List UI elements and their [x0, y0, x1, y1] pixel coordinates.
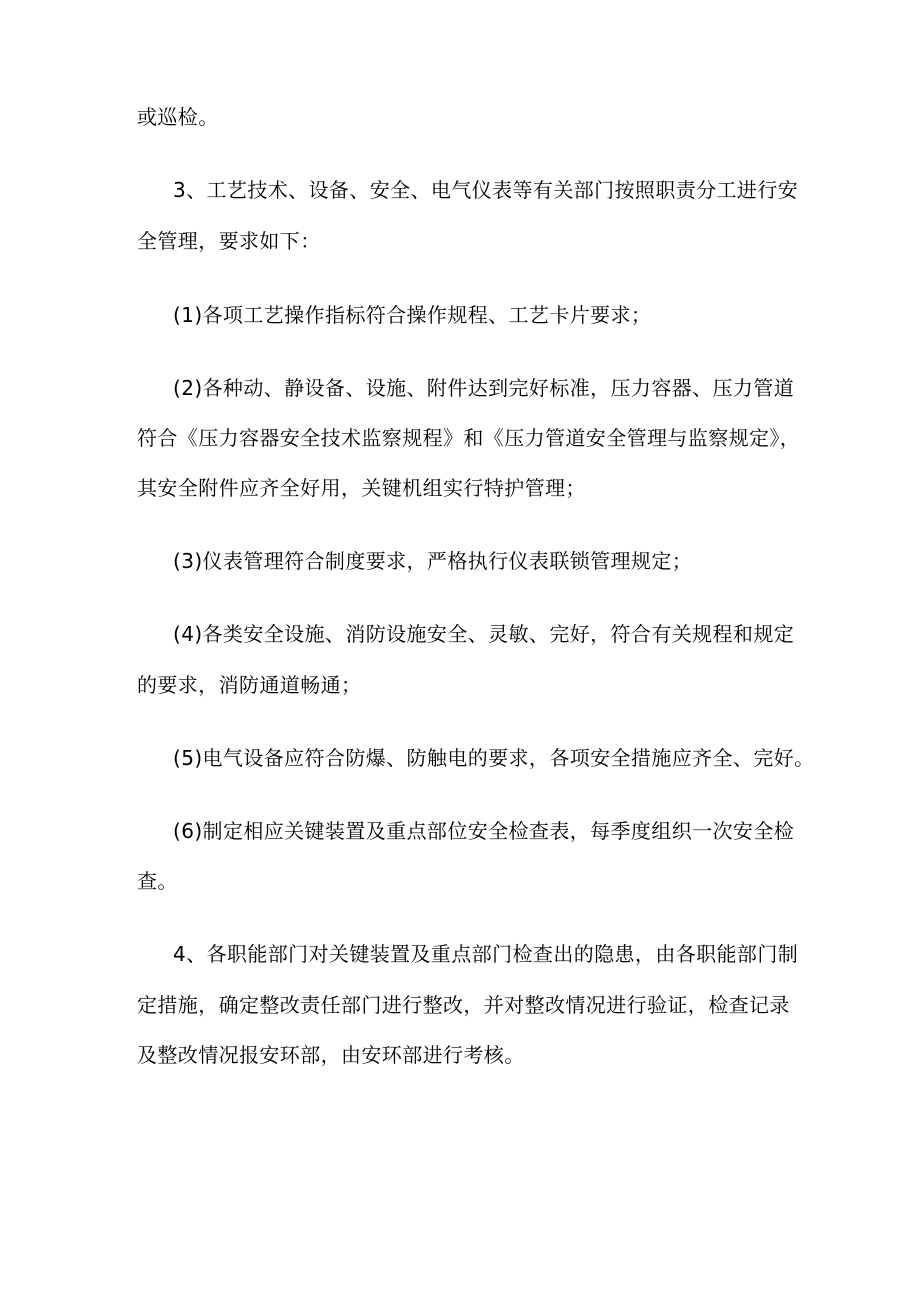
list-item-1: (1)各项工艺操作指标符合操作规程、工艺卡片要求；: [173, 303, 652, 327]
list-item-3: (3)仪表管理符合制度要求，严格执行仪表联锁管理规定；: [173, 549, 693, 573]
text-line: 其安全附件应齐全好用，关键机组实行特护管理；: [137, 476, 586, 500]
section-3-heading-line: 3、工艺技术、设备、安全、电气仪表等有关部门按照职责分工进行安: [173, 178, 799, 202]
list-item-4: (4)各类安全设施、消防设施安全、灵敏、完好，符合有关规程和规定: [173, 622, 795, 646]
list-item-5: (5)电气设备应符合防爆、防触电的要求，各项安全措施应齐全、完好。: [173, 746, 815, 770]
text-line: 符合《压力容器安全技术监察规程》和《压力管道安全管理与监察规定》，: [137, 426, 801, 450]
text-line: 定措施，确定整改责任部门进行整改，并对整改情况进行验证，检查记录: [137, 993, 790, 1017]
list-item-2: (2)各种动、静设备、设施、附件达到完好标准，压力容器、压力管道: [173, 376, 795, 400]
list-item-6: (6)制定相应关键装置及重点部位安全检查表，每季度组织一次安全检: [173, 819, 795, 843]
text-line: 或巡检。: [137, 105, 219, 129]
text-line: 的要求，消防通道畅通；: [137, 673, 362, 697]
text-line: 及整改情况报安环部，由安环部进行考核。: [137, 1043, 525, 1067]
text-line: 查。: [137, 869, 178, 893]
text-line: 全管理，要求如下：: [137, 229, 321, 253]
section-4-heading-line: 4、各职能部门对关键装置及重点部门检查出的隐患，由各职能部门制: [173, 942, 799, 966]
